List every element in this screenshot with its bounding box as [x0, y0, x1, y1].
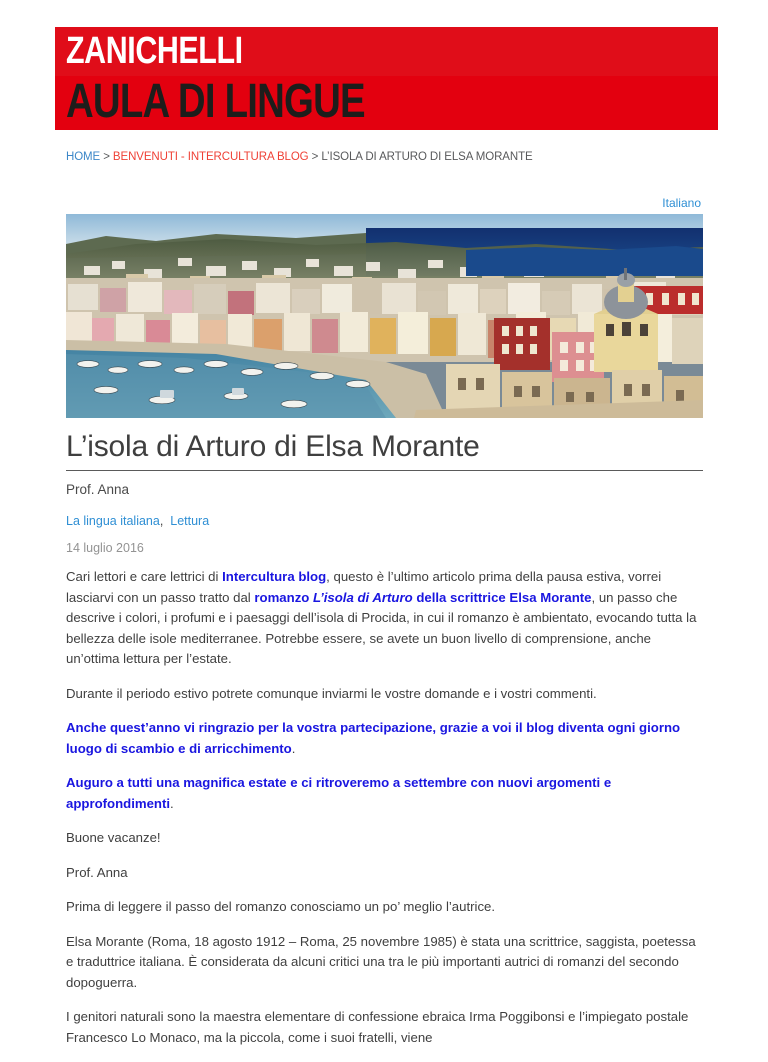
highlight-text: Auguro a tutti una magnifica estate e ci ritroveremo a settembre con nuovi argomenti e approfondimenti: [66, 775, 612, 811]
breadcrumb-separator-2: >: [308, 151, 322, 163]
highlight-text: [313, 590, 413, 605]
hero-image-illustration: [66, 214, 703, 418]
post-categories: [66, 513, 703, 530]
post-body: [66, 567, 703, 1048]
emphasis-text: L’isola di Arturo: [313, 589, 413, 605]
site-header-banner: [55, 27, 718, 130]
post-paragraph: Auguro a tutti una magnifica estate e ci ritroveremo a settembre con nuovi argomenti e approfondimenti.: [66, 775, 612, 811]
article: [66, 428, 703, 1062]
breadcrumb-item-section[interactable]: BENVENUTI - INTERCULTURA BLOG: [112, 151, 309, 163]
brand-aula-di-lingue-logo[interactable]: AULA DI LINGUE: [66, 75, 365, 128]
post-paragraph: Prima di leggere il passo del romanzo conosciamo un po’ meglio l’autrice.: [66, 899, 496, 914]
post-paragraph: Elsa Morante (Roma, 18 agosto 1912 – Roma, 25 novembre 1985) è stata una scrittrice, saggista, poetessa e traduttrice italiana. È considerata da alcuni critici una tra le più importanti autrici di romanzi del secondo dopoguerra.: [66, 933, 696, 990]
hero-image-procida: [66, 214, 703, 418]
breadcrumb-item-current: L’ISOLA DI ARTURO DI ELSA MORANTE: [321, 151, 533, 163]
post-category-separator: ,: [159, 514, 171, 528]
post-paragraph: Prof. Anna: [66, 864, 128, 880]
breadcrumb-item-home[interactable]: HOME: [66, 151, 101, 163]
post-paragraph: Anche quest’anno vi ringrazio per la vostra partecipazione, grazie a voi il blog diventa ogni giorno luogo di scambio e di arricchimento.: [66, 720, 681, 756]
highlight-text: Intercultura blog: [222, 569, 327, 584]
language-link-italiano[interactable]: Italiano: [662, 196, 701, 210]
post-paragraph: Durante il periodo estivo potrete comunque inviarmi le vostre domande e i vostri commenti.: [66, 685, 597, 701]
highlight-text: della scrittrice Elsa Morante: [412, 589, 592, 605]
post-category-link[interactable]: Lettura: [170, 514, 210, 528]
brand-zanichelli-logo[interactable]: ZANICHELLI: [66, 30, 243, 72]
post-date: 14 luglio 2016: [66, 541, 144, 555]
highlight-text: Anche quest’anno vi ringrazio per la vostra partecipazione, grazie a voi il blog diventa ogni giorno luogo di scambio e di arricchimento: [66, 720, 681, 756]
post-paragraph: I genitori naturali sono la maestra elementare di confessione ebraica Irma Poggibonsi e l’impiegato postale Francesco Lo Monaco, ma la piccola, come i suoi fratelli, viene: [66, 1009, 689, 1045]
post-category-link[interactable]: La lingua italiana: [66, 514, 160, 528]
post-author: Prof. Anna: [66, 482, 130, 497]
highlight-text: romanzo: [254, 589, 314, 605]
breadcrumb: [66, 149, 706, 165]
post-paragraph: Buone vacanze!: [66, 830, 161, 845]
page-title: L’isola di Arturo di Elsa Morante: [66, 428, 703, 471]
breadcrumb-separator-1: >: [100, 151, 113, 163]
post-paragraph: Cari lettori e care lettrici di Intercultura blog, questo è l’ultimo articolo prima della pausa estiva, vorrei lasciarvi con un passo tratto dal romanzo L’isola di Arturo della scrittrice Elsa Morante, un passo che descrive i colori, i profumi e i paesaggi dell’isola di Procida, in cui il romanzo è ambientato, evocando tutta la bellezza delle isole mediterranee. Potrebbe essere, se avete un buon livello di comprensione, anche un’ottima lettura per l’estate.: [66, 569, 697, 666]
